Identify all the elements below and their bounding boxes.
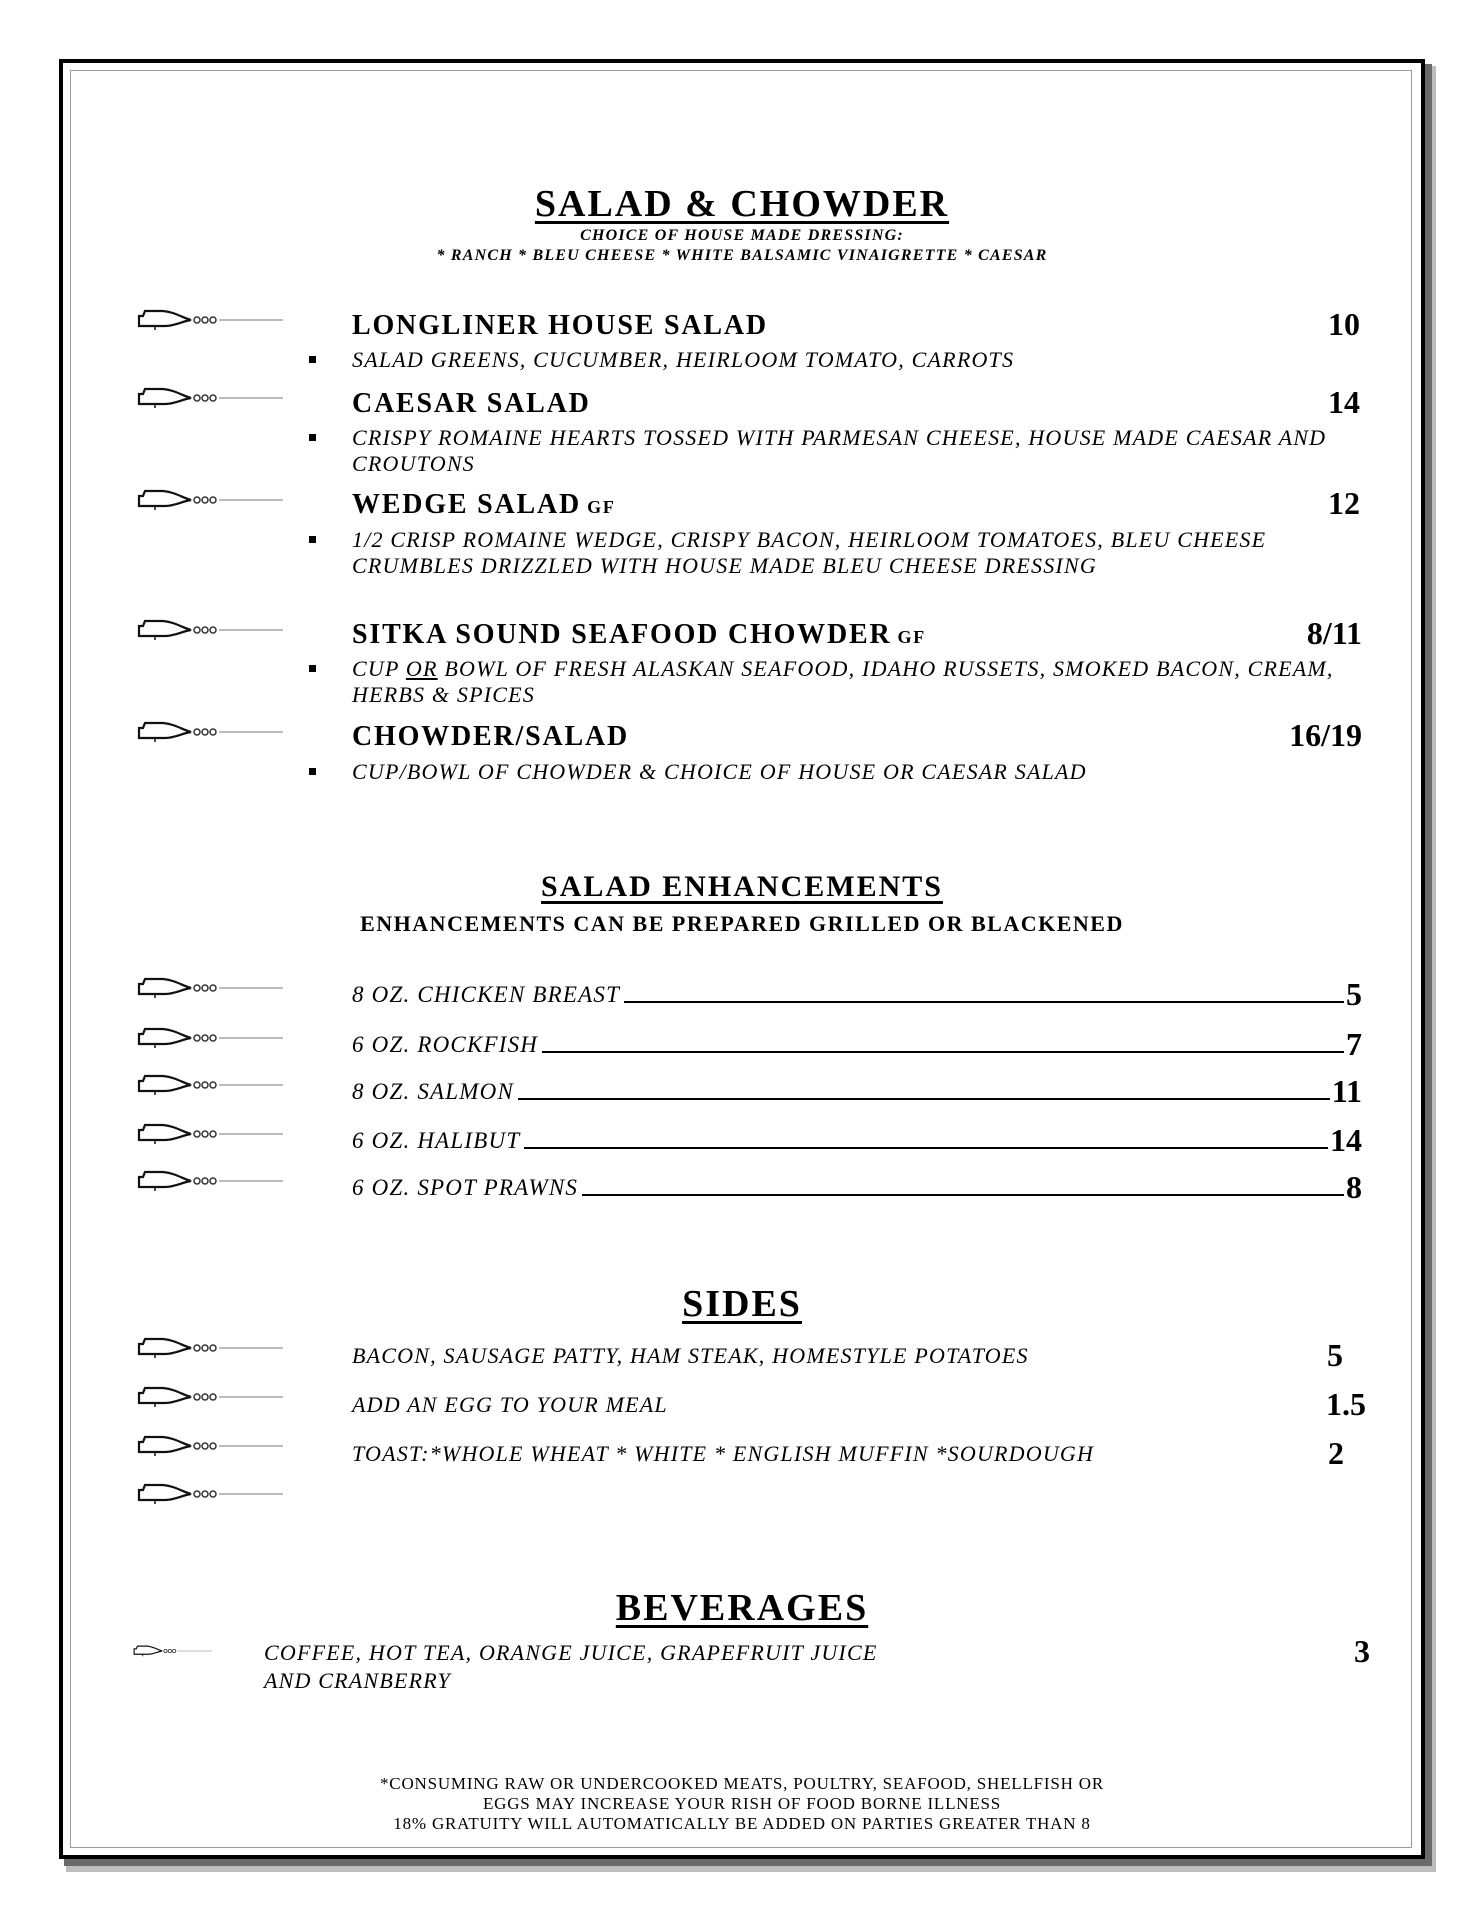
food-safety-warning-line2: EGGS MAY INCREASE YOUR RISH OF FOOD BORNE ILLNESS	[482, 1794, 1002, 1813]
enhancement-name: 6 OZ. SPOT PRAWNS	[352, 1175, 579, 1200]
beverage-name: COFFEE, HOT TEA, ORANGE JUICE, GRAPEFRUIT JUICE	[264, 1640, 878, 1665]
enhancement-price: 7	[1346, 1026, 1362, 1062]
fishing-lure-icon	[135, 1385, 283, 1409]
fishing-lure-icon	[135, 720, 283, 744]
menu-item-name-text: SITKA SOUND SEAFOOD CHOWDER	[352, 619, 892, 650]
bullet-icon	[309, 356, 316, 363]
dressing-options: * RANCH * BLEU CHEESE * WHITE BALSAMIC VINAIGRETTE * CAESAR	[436, 247, 1048, 264]
section-title-text: BEVERAGES	[615, 1587, 869, 1629]
bullet-icon	[309, 434, 316, 441]
enhancement-price: 11	[1331, 1073, 1362, 1109]
fishing-lure-icon	[135, 488, 283, 512]
beverage-price: 3	[1354, 1633, 1370, 1669]
section-title-text: SALAD ENHANCEMENTS	[541, 870, 943, 903]
enhancement-row	[352, 1073, 1362, 1109]
side-item-name: TOAST:*WHOLE WHEAT * WHITE * ENGLISH MUFFIN *SOURDOUGH	[352, 1441, 1095, 1466]
fishing-lure-icon	[135, 1169, 283, 1193]
menu-item-description: CRISPY ROMAINE HEARTS TOSSED WITH PARMESAN CHEESE, HOUSE MADE CAESAR AND CROUTONS	[352, 425, 1327, 476]
food-safety-warning: *CONSUMING RAW OR UNDERCOOKED MEATS, POULTRY, SEAFOOD, SHELLFISH OR	[380, 1774, 1104, 1793]
fishing-lure-icon	[135, 1336, 283, 1360]
menu-item-name: CHOWDER/SALAD	[352, 721, 629, 752]
dressing-label: CHOICE OF HOUSE MADE DRESSING:	[580, 227, 904, 244]
menu-item-name: LONGLINER HOUSE SALAD	[352, 310, 768, 341]
gluten-free-tag: GF	[587, 497, 616, 517]
menu-item-price: 12	[1328, 485, 1360, 521]
section-title-sides	[0, 1282, 1484, 1326]
menu-item-name	[352, 489, 616, 521]
description-text: BOWL OF FRESH ALASKAN SEAFOOD, IDAHO RUSSETS, SMOKED BACON, CREAM, HERBS & SPICES	[352, 656, 1334, 707]
enhancement-price: 5	[1346, 976, 1362, 1012]
bullet-icon	[309, 536, 316, 543]
menu-item-name-text: WEDGE SALAD	[352, 489, 582, 520]
menu-item-description	[352, 656, 1382, 708]
fishing-lure-icon	[135, 386, 283, 410]
menu-item-price: 8/11	[1306, 615, 1362, 651]
fishing-lure-icon	[135, 976, 283, 1000]
enhancement-row	[352, 1169, 1362, 1205]
section-title-enhancements	[0, 870, 1484, 904]
menu-item-name: CAESAR SALAD	[352, 388, 591, 419]
bullet-icon	[309, 768, 316, 775]
fishing-lure-icon	[135, 1122, 283, 1146]
side-item-name: BACON, SAUSAGE PATTY, HAM STEAK, HOMESTYLE POTATOES	[352, 1343, 1029, 1368]
section-title-text: SALAD & CHOWDER	[534, 183, 950, 225]
side-item-price: 5	[1327, 1337, 1343, 1373]
enhancement-row	[352, 1122, 1362, 1158]
bullet-icon	[309, 665, 316, 672]
side-item-price: 1.5	[1326, 1386, 1366, 1422]
fishing-lure-icon	[135, 1073, 283, 1097]
beverage-name-line2: AND CRANBERRY	[264, 1668, 451, 1693]
fishing-lure-icon	[135, 618, 283, 642]
enhancement-name: 6 OZ. ROCKFISH	[352, 1032, 539, 1057]
section-title-text: SIDES	[682, 1283, 802, 1325]
side-item-name: ADD AN EGG TO YOUR MEAL	[352, 1392, 668, 1417]
side-item-price: 2	[1328, 1435, 1344, 1471]
menu-item-description: CUP/BOWL OF CHOWDER & CHOICE OF HOUSE OR CAESAR SALAD	[352, 759, 1087, 784]
enhancement-price: 14	[1330, 1122, 1362, 1158]
enhancements-subtitle: ENHANCEMENTS CAN BE PREPARED GRILLED OR BLACKENED	[360, 911, 1124, 936]
menu-item-price: 16/19	[1289, 717, 1362, 753]
menu-item-name	[352, 619, 926, 651]
menu-item-description: SALAD GREENS, CUCUMBER, HEIRLOOM TOMATO, CARROTS	[352, 347, 1015, 372]
fishing-lure-icon	[135, 308, 283, 332]
fishing-lure-icon	[135, 1026, 283, 1050]
leader-line	[542, 1051, 1344, 1053]
enhancement-price: 8	[1346, 1169, 1362, 1205]
fishing-lure-icon	[135, 1434, 283, 1458]
leader-line	[524, 1147, 1328, 1149]
enhancement-name: 8 OZ. CHICKEN BREAST	[352, 982, 621, 1007]
enhancement-row	[352, 1026, 1362, 1062]
description-text: CUP	[352, 656, 406, 681]
leader-line	[582, 1194, 1344, 1196]
gratuity-notice: 18% GRATUITY WILL AUTOMATICALLY BE ADDED ON PARTIES GREATER THAN 8	[393, 1814, 1091, 1833]
description-emphasis: OR	[405, 656, 438, 681]
section-title-beverages	[0, 1586, 1484, 1630]
enhancement-row	[352, 976, 1362, 1012]
section-title-salad-chowder	[0, 182, 1484, 226]
menu-item-price: 14	[1328, 384, 1360, 420]
leader-line	[518, 1098, 1330, 1100]
enhancement-name: 8 OZ. SALMON	[352, 1079, 515, 1104]
menu-item-price: 10	[1328, 306, 1360, 342]
menu-item-description: 1/2 CRISP ROMAINE WEDGE, CRISPY BACON, HEIRLOOM TOMATOES, BLEU CHEESE CRUMBLES DRIZZLED WITH HOUSE MADE BLEU CHEESE DRESSING	[352, 527, 1267, 578]
leader-line	[624, 1001, 1344, 1003]
gluten-free-tag: GF	[897, 627, 927, 647]
enhancement-name: 6 OZ. HALIBUT	[352, 1128, 521, 1153]
fishing-lure-icon	[135, 1482, 283, 1506]
fishing-lure-icon	[132, 1644, 212, 1658]
